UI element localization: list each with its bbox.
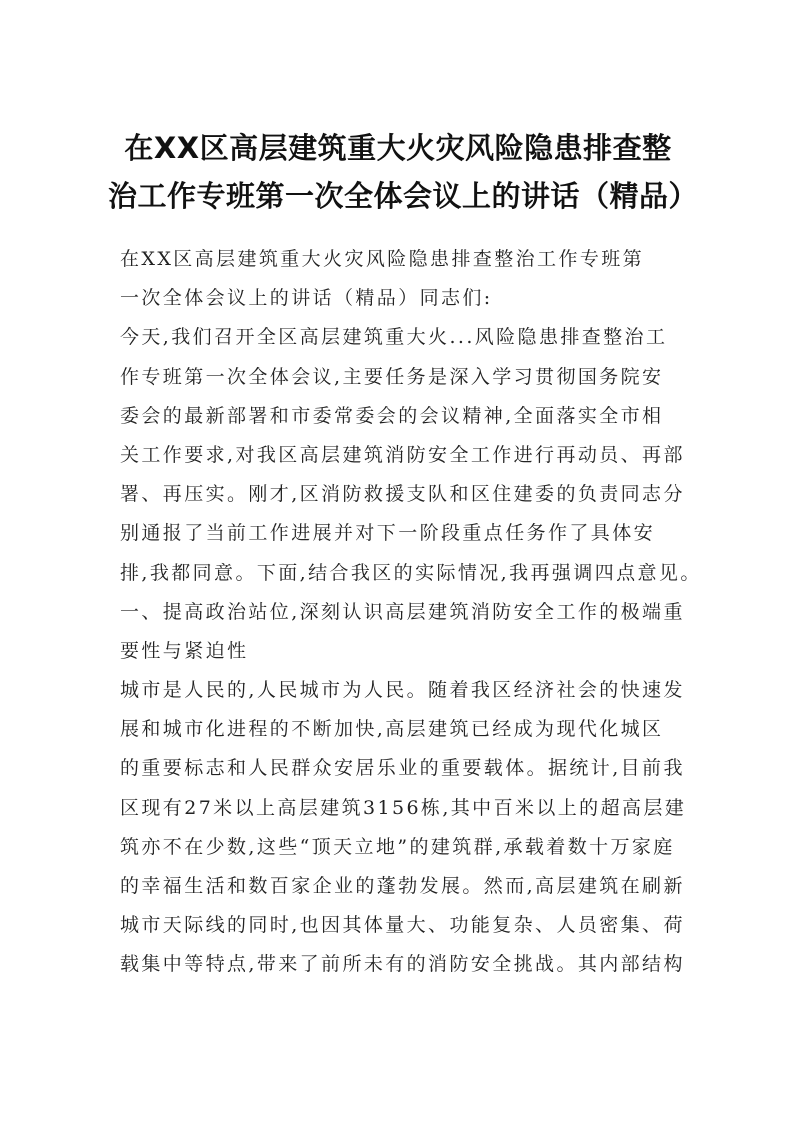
section-heading-line: 一、提高政治站位,深刻认识高层建筑消防安全工作的极端重 bbox=[120, 600, 685, 623]
body-line: 的幸福生活和数百家企业的蓬勃发展。然而,高层建筑在刷新 bbox=[120, 875, 685, 897]
body-line: 别通报了当前工作进展并对下一阶段重点任务作了具体安 bbox=[120, 522, 656, 545]
body-line: 城市天际线的同时,也因其体量大、功能复杂、人员密集、荷 bbox=[120, 914, 685, 937]
body-line: 的重要标志和人民群众安居乐业的重要载体。据统计,目前我 bbox=[120, 757, 685, 780]
body-line: 今天,我们召开全区高层建筑重大火...风险隐患排查整治工 bbox=[120, 326, 668, 349]
body-line: 在XX区高层建筑重大火灾风险隐患排查整治工作专班第 bbox=[120, 248, 645, 270]
body-line: 一次全体会议上的讲话（精品）同志们: bbox=[120, 287, 493, 310]
body-line: 区现有27米以上高层建筑3156栋,其中百米以上的超高层建 bbox=[120, 796, 687, 819]
body-line: 作专班第一次全体会议,主要任务是深入学习贯彻国务院安 bbox=[120, 365, 664, 388]
body-line: 委会的最新部署和市委常委会的会议精神,全面落实全市相 bbox=[120, 404, 664, 427]
document-title-line-2: 治工作专班第一次全体会议上的讲话（精品） bbox=[108, 179, 699, 213]
document-title-line-1: 在XX区高层建筑重大火灾风险隐患排查整 bbox=[124, 131, 672, 165]
body-line: 载集中等特点,带来了前所未有的消防安全挑战。其内部结构 bbox=[120, 953, 685, 976]
body-line: 展和城市化进程的不断加快,高层建筑已经成为现代化城区 bbox=[120, 718, 664, 741]
document-body bbox=[120, 246, 702, 991]
body-line: 筑亦不在少数,这些“顶天立地”的建筑群,承载着数十万家庭 bbox=[120, 835, 675, 858]
body-line: 署、再压实。刚才,区消防救援支队和区住建委的负责同志分 bbox=[120, 483, 685, 506]
body-line: 关工作要求,对我区高层建筑消防安全工作进行再动员、再部 bbox=[120, 443, 685, 466]
body-line: 城市是人民的,人民城市为人民。随着我区经济社会的快速发 bbox=[120, 679, 685, 702]
section-heading-line: 要性与紧迫性 bbox=[120, 639, 249, 662]
body-line: 排,我都同意。下面,结合我区的实际情况,我再强调四点意见。 bbox=[120, 561, 702, 584]
